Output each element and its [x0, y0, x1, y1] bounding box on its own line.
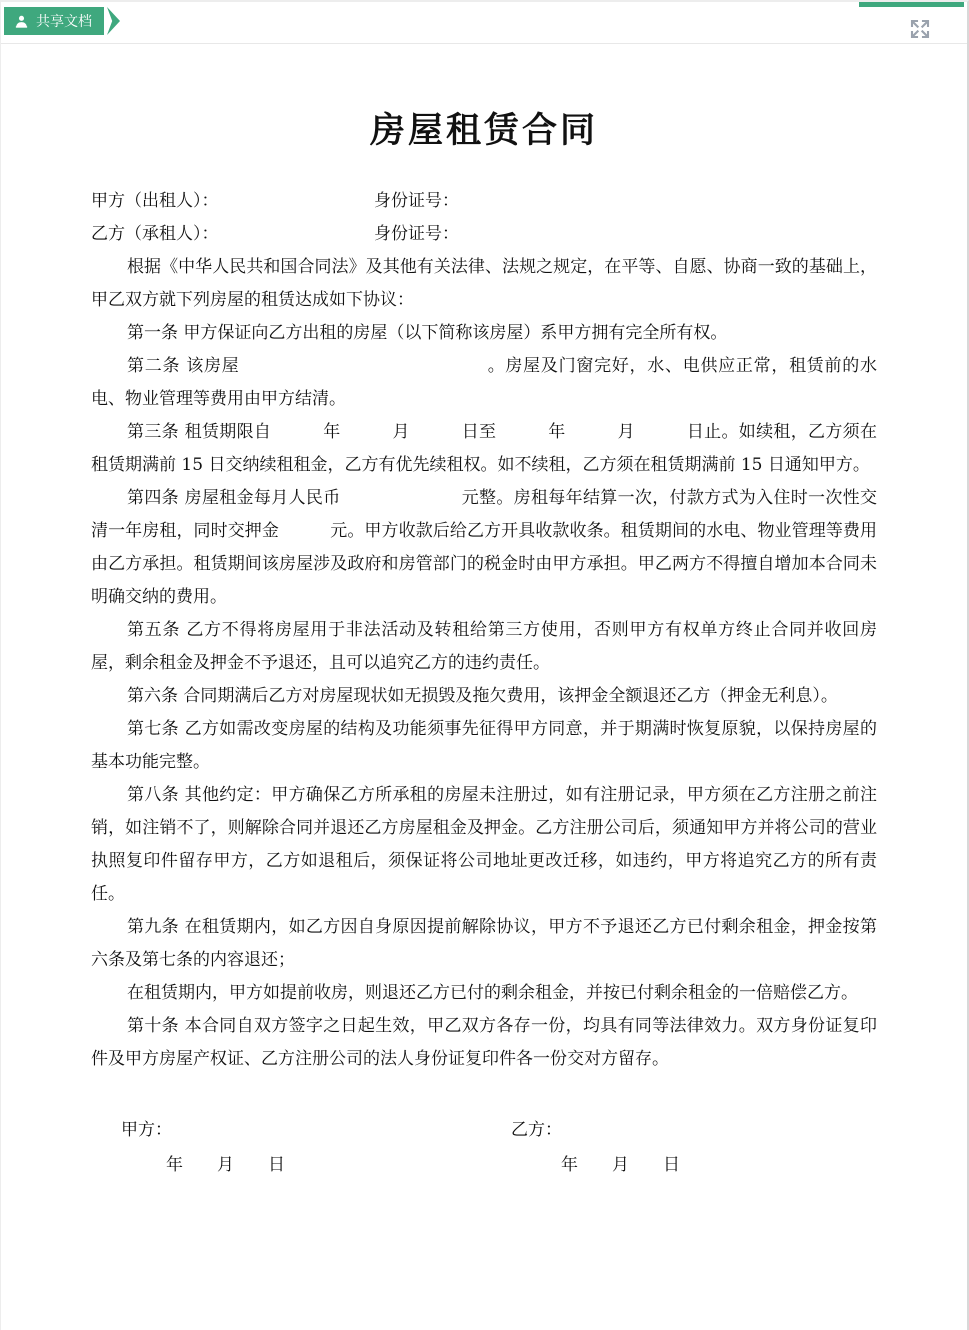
paragraph-clause-4: 第四条 房屋租金每月人民币 元整。房租每年结算一次，付款方式为入住时一次性交清一年房租，同时交押金 元。甲方收款后给乙方开具收款收条。租赁期间的水电、物业管理等费用由乙方承担。租赁期间该房屋涉及政府和房管部门的税金时由甲方承担。甲乙两方不得擅自增加本合同未明确交纳的费用。: [91, 488, 877, 607]
party-a-id-label: 身份证号：: [374, 191, 459, 211]
paragraph-clause-9: 第九条 在租赁期内，如乙方因自身原因提前解除协议，甲方不予退还乙方已付剩余租金，押金按第六条及第七条的内容退还；: [91, 917, 877, 970]
paragraph-clause-6: 第六条 合同期满后乙方对房屋现状如无损毁及拖欠费用，该押金全额退还乙方（押金无利息）。: [127, 686, 838, 706]
party-b-id-label: 身份证号：: [374, 224, 459, 244]
signature-party-a-label: 甲方：: [121, 1120, 172, 1140]
paragraph-clause-9b: 在租赁期内，甲方如提前收房，则退还乙方已付的剩余租金，并按已付剩余租金的一倍赔偿乙方。: [127, 983, 858, 1003]
signature-party-b-label: 乙方：: [511, 1120, 562, 1140]
party-a-label: 甲方（出租人）：: [91, 191, 219, 211]
topbar: [1, 2, 967, 44]
party-b-label: 乙方（承租人）：: [91, 224, 219, 244]
signature-party-b: [511, 1114, 680, 1182]
signature-party-a-date: 年 月 日: [166, 1155, 285, 1175]
paragraph-clause-1: 第一条 甲方保证向乙方出租的房屋（以下简称该房屋）系甲方拥有完全所有权。: [127, 323, 728, 343]
signature-party-b-date: 年 月 日: [561, 1155, 680, 1175]
fullscreen-expand-icon[interactable]: [907, 16, 933, 42]
ribbon-tail: [107, 7, 120, 35]
shared-doc-label: 共享文档: [36, 13, 92, 29]
paragraph-clause-7: 第七条 乙方如需改变房屋的结构及功能须事先征得甲方同意，并于期满时恢复原貌，以保持房屋的基本功能完整。: [91, 719, 877, 772]
doc-title: 房屋租赁合同: [369, 110, 598, 151]
progress-strip: [859, 2, 964, 7]
paragraph-clause-2: 第二条 该房屋 。房屋及门窗完好，水、电供应正常，租赁前的水电、物业管理等费用由甲方结清。: [91, 356, 877, 409]
paragraph-clause-8: 第八条 其他约定：甲方确保乙方所承租的房屋未注册过，如有注册记录，甲方须在乙方注册之前注销，如注销不了，则解除合同并退还乙方房屋租金及押金。乙方注册公司后，须通知甲方并将公司的营业执照复印件留存甲方，乙方如退租后，须保证将公司地址更改迁移，如违约，甲方将追究乙方的所有责任。: [91, 785, 877, 904]
signature-party-a: [91, 1114, 511, 1182]
paragraph-preamble: 根据《中华人民共和国合同法》及其他有关法律、法规之规定，在平等、自愿、协商一致的基础上，甲乙双方就下列房屋的租赁达成如下协议：: [91, 257, 877, 310]
party-a-line: [91, 185, 877, 218]
document-page: [1, 110, 967, 1182]
shared-doc-badge[interactable]: [4, 7, 120, 35]
paragraph-clause-5: 第五条 乙方不得将房屋用于非法活动及转租给第三方使用，否则甲方有权单方终止合同并收回房屋，剩余租金及押金不予退还，且可以追究乙方的违约责任。: [91, 620, 877, 673]
paragraph-clause-10: 第十条 本合同自双方签字之日起生效，甲乙双方各存一份，均具有同等法律效力。双方身份证复印件及甲方房屋产权证、乙方注册公司的法人身份证复印件各一份交对方留存。: [91, 1016, 877, 1069]
party-b-line: [91, 218, 877, 251]
paragraph-clause-3: 第三条 租赁期限自 年 月 日至 年 月 日止。如续租，乙方须在租赁期满前 15 日交纳续租租金，乙方有优先续租权。如不续租，乙方须在租赁期满前 15 日通知甲方。: [91, 422, 877, 475]
user-icon: [14, 14, 29, 29]
signature-section: [91, 1114, 877, 1182]
